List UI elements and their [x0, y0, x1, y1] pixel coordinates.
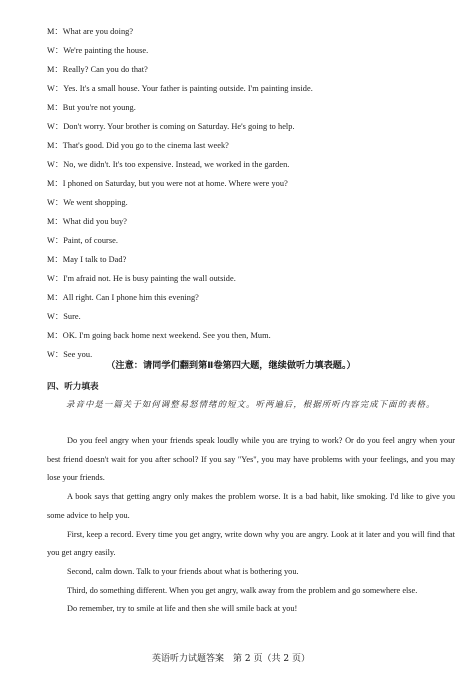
- notice-text: （注意：请同学们翻到第Ⅱ卷第四大题，继续做听力填表题。）: [106, 360, 356, 371]
- passage-paragraph: Do remember, try to smile at life and then she will smile back at you!: [67, 604, 298, 614]
- dialogue-line: M：Really? Can you do that?: [47, 65, 148, 74]
- dialogue-line: M：What are you doing?: [47, 27, 134, 36]
- dialogue-line: W：We're painting the house.: [47, 46, 149, 55]
- dialogue-line: M：But you're not young.: [47, 103, 136, 112]
- dialogue-line: W：Yes. It's a small house. Your father is painting outside. I'm painting inside.: [47, 84, 313, 93]
- section-instruction: 录音中是一篇关于如何调整易怒情绪的短文。听两遍后，根据所听内容完成下面的表格。: [66, 399, 436, 409]
- dialogue-line: W：See you.: [47, 350, 93, 359]
- dialogue-line: W：We went shopping.: [47, 198, 128, 207]
- passage-paragraph: A book says that getting angry only makes the problem worse. It is a bad habit, like smoking. I'd like to give you some advice to help you.: [47, 492, 455, 520]
- listening-passage: [47, 432, 455, 619]
- passage-paragraph: Do you feel angry when your friends speak loudly while you are trying to work? Or do you feel angry when your best friend doesn't wait for you after school? If you say "Yes", you may have problems with your feelings, and you may lose your friends.: [47, 436, 455, 483]
- dialogue-line: W：Paint, of course.: [47, 236, 118, 245]
- dialogue-line: W：I'm afraid not. He is busy painting the wall outside.: [47, 274, 236, 283]
- dialogue-line: M：What did you buy?: [47, 217, 127, 226]
- dialogue-line: W：Don't worry. Your brother is coming on Saturday. He's going to help.: [47, 122, 295, 131]
- dialogue-line: W：Sure.: [47, 312, 81, 321]
- section-title: 四、听力填表: [47, 382, 99, 392]
- dialogue-line: W：No, we didn't. It's too expensive. Instead, we worked in the garden.: [47, 160, 290, 169]
- dialogue-line: M：May I talk to Dad?: [47, 255, 127, 264]
- passage-paragraph: Third, do something different. When you get angry, walk away from the problem and go somewhere else.: [67, 585, 418, 595]
- passage-paragraph: Second, calm down. Talk to your friends about what is bothering you.: [67, 566, 299, 576]
- dialogue-line: M：I phoned on Saturday, but you were not at home. Where were you?: [47, 179, 288, 188]
- page-footer: 英语听力试题答案 第 2 页（共 2 页）: [152, 654, 310, 664]
- dialogue-line: M：All right. Can I phone him this evening?: [47, 293, 199, 302]
- dialogue-transcript: [47, 22, 452, 364]
- dialogue-line: M：That's good. Did you go to the cinema last week?: [47, 141, 229, 150]
- passage-paragraph: First, keep a record. Every time you get angry, write down why you are angry. Look at it later and you will find that you get angry easily.: [47, 529, 455, 558]
- dialogue-line: M：OK. I'm going back home next weekend. See you then, Mum.: [47, 331, 271, 340]
